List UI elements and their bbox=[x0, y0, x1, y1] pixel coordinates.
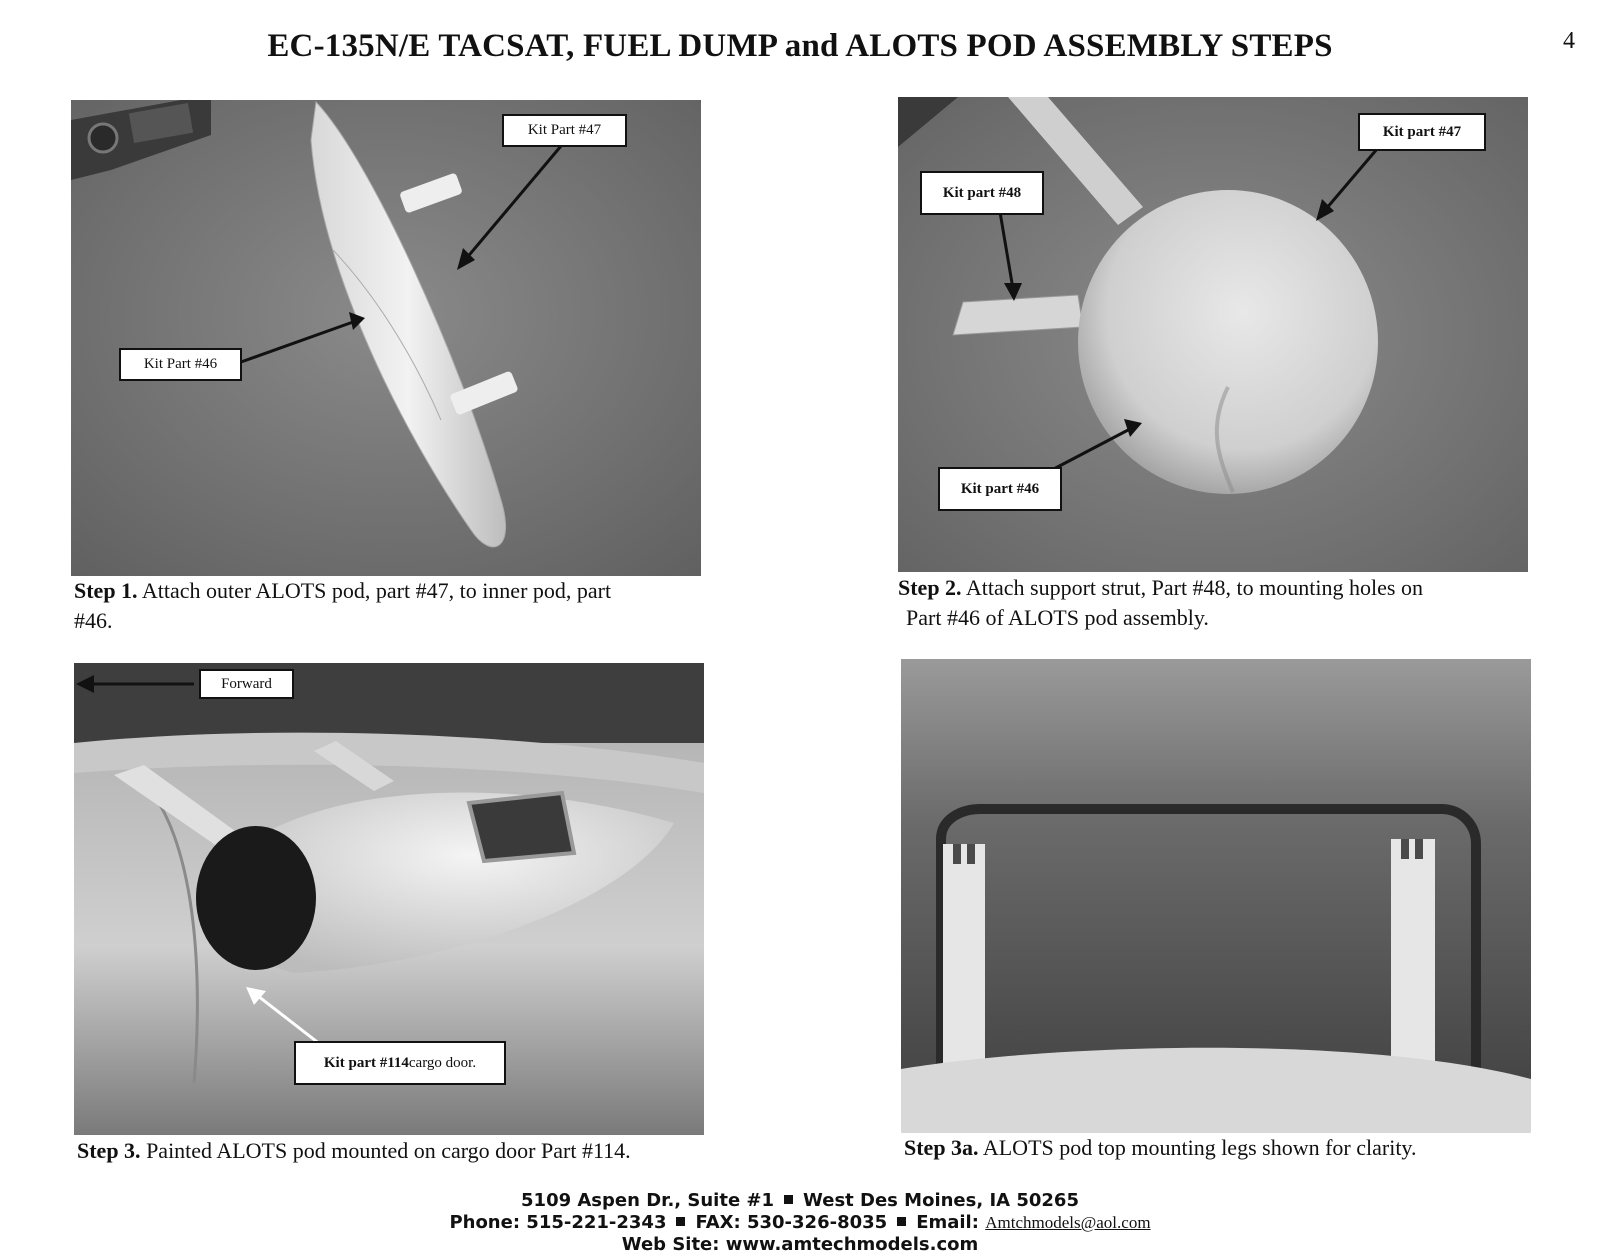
step1-text-line2: #46. bbox=[74, 608, 113, 633]
callout-kit-part-48: Kit part #48 bbox=[920, 171, 1044, 215]
callout-kit-part-114-rest: cargo door. bbox=[408, 1054, 477, 1071]
callout-kit-part-46: Kit part #46 bbox=[938, 467, 1062, 511]
footer-city: West Des Moines, IA 50265 bbox=[803, 1190, 1079, 1211]
callout-kit-part-47: Kit Part #47 bbox=[502, 114, 627, 147]
step3a-caption bbox=[904, 1133, 1594, 1163]
step3-photo bbox=[74, 663, 704, 1135]
step3-text: Painted ALOTS pod mounted on cargo door Part #114. bbox=[146, 1138, 631, 1163]
step1-caption bbox=[74, 576, 734, 636]
bullet-square-icon bbox=[676, 1217, 685, 1226]
callout-kit-part-46: Kit Part #46 bbox=[119, 348, 242, 381]
step2-text-line2: Part #46 of ALOTS pod assembly. bbox=[906, 605, 1209, 630]
callout-kit-part-114-bold: Kit part #114 bbox=[323, 1054, 409, 1071]
step2-label: Step 2. bbox=[898, 575, 962, 600]
step3-label: Step 3. bbox=[77, 1138, 141, 1163]
footer-address bbox=[0, 1190, 1600, 1211]
footer-email-label: Email: bbox=[916, 1212, 979, 1233]
footer-phone: Phone: 515-221-2343 bbox=[449, 1212, 667, 1233]
step3-caption bbox=[77, 1136, 777, 1166]
step3a-text: ALOTS pod top mounting legs shown for clarity. bbox=[982, 1135, 1417, 1160]
page-number: 4 bbox=[1563, 28, 1575, 54]
footer-contact bbox=[0, 1212, 1600, 1233]
bullet-square-icon bbox=[784, 1195, 793, 1204]
bullet-square-icon bbox=[897, 1217, 906, 1226]
step2-caption bbox=[898, 573, 1558, 633]
step1-photo bbox=[71, 100, 701, 576]
callout-forward: Forward bbox=[199, 669, 294, 699]
footer-website: Web Site: www.amtechmodels.com bbox=[621, 1234, 979, 1255]
footer-email-link[interactable]: Amtchmodels@aol.com bbox=[985, 1213, 1151, 1232]
step1-text-line1: Attach outer ALOTS pod, part #47, to inner pod, part bbox=[141, 578, 612, 603]
footer-street: 5109 Aspen Dr., Suite #1 bbox=[521, 1190, 775, 1211]
footer-fax: FAX: 530-326-8035 bbox=[695, 1212, 888, 1233]
step2-text-line1: Attach support strut, Part #48, to mounting holes on bbox=[965, 575, 1423, 600]
callout-kit-part-47: Kit part #47 bbox=[1358, 113, 1486, 151]
page-title: EC-135N/E TACSAT, FUEL DUMP and ALOTS POD ASSEMBLY STEPS bbox=[267, 28, 1333, 64]
step3a-photo bbox=[901, 659, 1531, 1133]
step2-photo bbox=[898, 97, 1528, 572]
callout-kit-part-114 bbox=[294, 1041, 506, 1085]
step3a-label: Step 3a. bbox=[904, 1135, 979, 1160]
step1-label: Step 1. bbox=[74, 578, 138, 603]
